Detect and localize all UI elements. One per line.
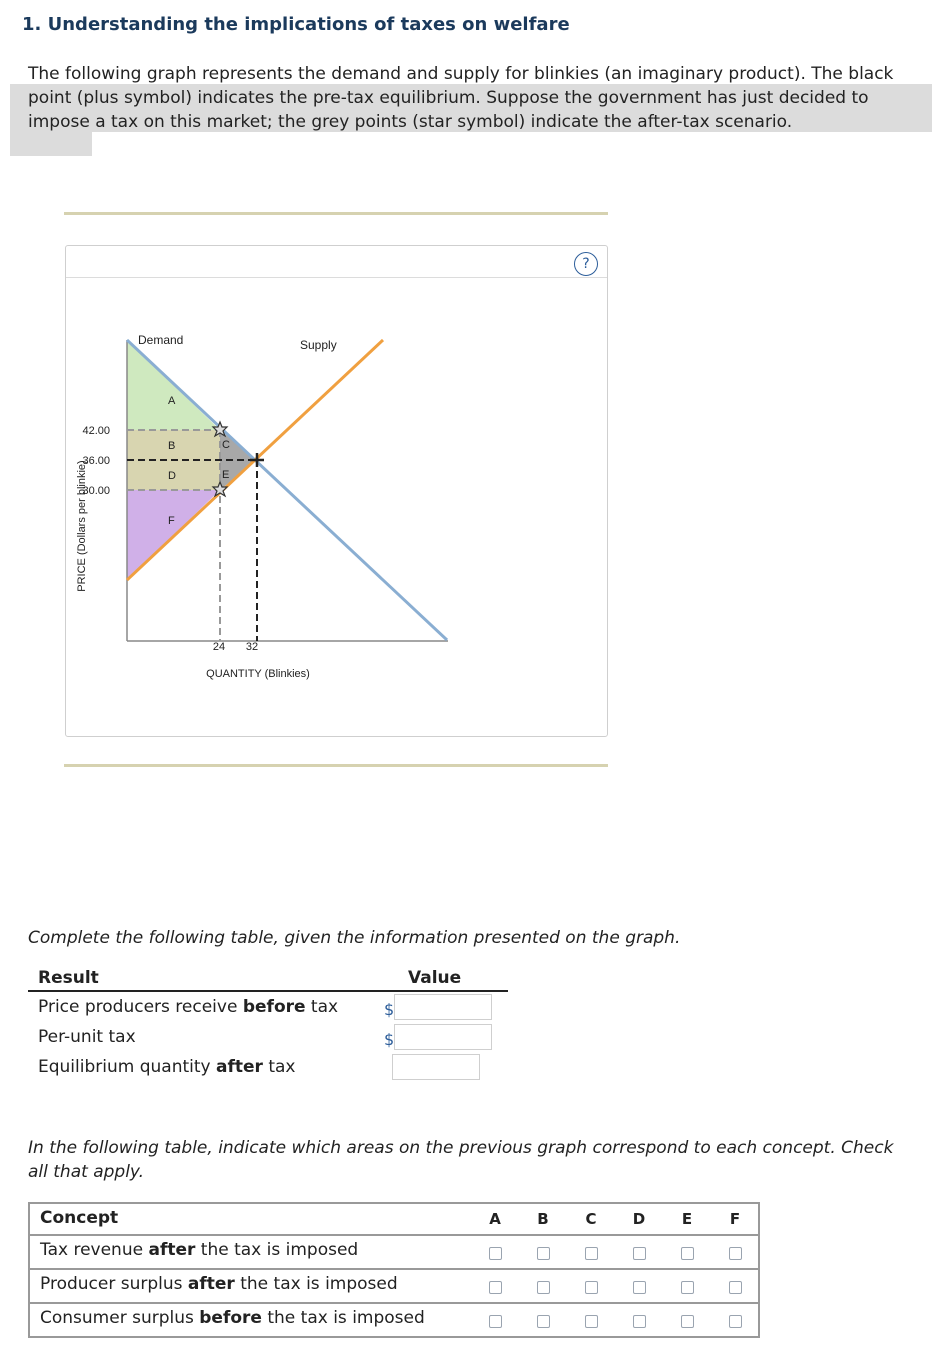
checkbox-tax-revenue-e[interactable] — [681, 1247, 694, 1260]
x-tick-24: 24 — [212, 641, 226, 653]
area-label-c: C — [222, 439, 230, 451]
y-axis-title: PRICE (Dollars per blinkie) — [76, 460, 88, 592]
checkbox-consumer-surplus-d[interactable] — [633, 1315, 646, 1328]
y-tick-36: 36.00 — [82, 455, 110, 467]
row-label: Equilibrium quantity after tax — [38, 1057, 296, 1077]
table-row — [30, 1268, 758, 1304]
checkbox-producer-surplus-c[interactable] — [585, 1281, 598, 1294]
table-row — [28, 992, 508, 1022]
checkbox-producer-surplus-e[interactable] — [681, 1281, 694, 1294]
table1-instruction: Complete the following table, given the information presented on the graph. — [28, 928, 681, 948]
checkbox-consumer-surplus-f[interactable] — [729, 1315, 742, 1328]
area-label-f: F — [168, 515, 175, 527]
intro-text: The following graph represents the demand and supply for blinkies (an imaginary product). The black point (plus symbol) indicates the pre-tax equilibrium. Suppose the government has just decided to impose a tax on this market; the grey points (star symbol) indicate the after-tax scenario. — [28, 64, 894, 132]
per-unit-tax-input[interactable] — [394, 1024, 492, 1050]
price-before-tax-input[interactable] — [394, 994, 492, 1020]
help-icon[interactable]: ? — [574, 252, 598, 276]
y-tick-42: 42.00 — [82, 425, 110, 437]
quantity-after-tax-input[interactable] — [392, 1054, 480, 1080]
checkbox-consumer-surplus-e[interactable] — [681, 1315, 694, 1328]
checkbox-tax-revenue-c[interactable] — [585, 1247, 598, 1260]
checkbox-consumer-surplus-c[interactable] — [585, 1315, 598, 1328]
column-header-d: D — [632, 1210, 646, 1228]
checkbox-producer-surplus-a[interactable] — [489, 1281, 502, 1294]
checkbox-tax-revenue-d[interactable] — [633, 1247, 646, 1260]
results-table-header — [28, 966, 508, 992]
checkbox-producer-surplus-f[interactable] — [729, 1281, 742, 1294]
concept-label: Tax revenue after the tax is imposed — [40, 1240, 359, 1260]
graph-panel — [65, 245, 608, 737]
dollar-prefix: $ — [384, 1030, 395, 1049]
area-label-e: E — [222, 469, 230, 481]
dollar-prefix: $ — [384, 1000, 395, 1019]
results-table — [28, 966, 508, 1082]
header-result: Result — [38, 968, 99, 988]
concept-label: Consumer surplus before the tax is imposed — [40, 1308, 425, 1328]
demand-label: Demand — [138, 333, 184, 347]
area-label-d: D — [168, 470, 176, 482]
table-row — [30, 1234, 758, 1270]
text-highlight — [10, 132, 92, 156]
checkbox-consumer-surplus-a[interactable] — [489, 1315, 502, 1328]
column-header-c: C — [585, 1210, 597, 1228]
header-concept: Concept — [40, 1208, 119, 1228]
table-row — [28, 1052, 508, 1082]
checkbox-tax-revenue-b[interactable] — [537, 1247, 550, 1260]
x-tick-32: 32 — [245, 641, 259, 653]
header-value: Value — [408, 968, 462, 988]
supply-demand-graph — [66, 246, 607, 736]
intro-paragraph — [10, 62, 930, 156]
checkbox-tax-revenue-a[interactable] — [489, 1247, 502, 1260]
concept-label: Producer surplus after the tax is imposed — [40, 1274, 398, 1294]
checkbox-producer-surplus-b[interactable] — [537, 1281, 550, 1294]
column-header-a: A — [489, 1210, 501, 1228]
row-label: Price producers receive before tax — [38, 997, 339, 1017]
checkbox-consumer-surplus-b[interactable] — [537, 1315, 550, 1328]
area-label-b: B — [168, 440, 176, 452]
concepts-table — [28, 1202, 760, 1338]
x-axis-title: QUANTITY (Blinkies) — [206, 668, 310, 680]
checkbox-tax-revenue-f[interactable] — [729, 1247, 742, 1260]
row-label: Per-unit tax — [38, 1027, 136, 1047]
column-header-f: F — [729, 1210, 741, 1228]
table-row — [30, 1302, 758, 1338]
concepts-table-header — [30, 1204, 758, 1238]
y-tick-30: 30.00 — [82, 485, 110, 497]
question-title: 1. Understanding the implications of taxes on welfare — [22, 14, 570, 35]
checkbox-producer-surplus-d[interactable] — [633, 1281, 646, 1294]
graph-top-divider — [64, 212, 608, 215]
area-label-a: A — [168, 395, 176, 407]
graph-bottom-divider — [64, 764, 608, 767]
column-header-b: B — [537, 1210, 549, 1228]
table-row — [28, 1022, 508, 1052]
table2-instruction: In the following table, indicate which areas on the previous graph correspond to each concept. Check all that apply. — [28, 1138, 894, 1182]
column-header-e: E — [681, 1210, 693, 1228]
supply-label: Supply — [300, 338, 337, 352]
